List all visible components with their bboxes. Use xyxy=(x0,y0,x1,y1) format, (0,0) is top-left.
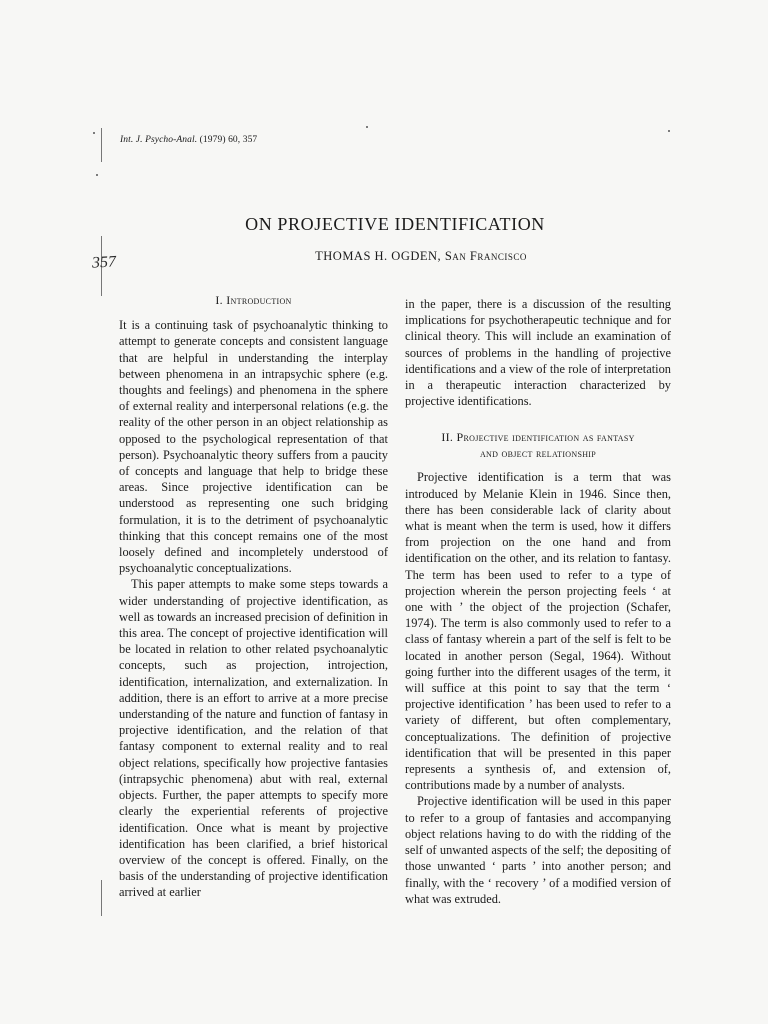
author-name: THOMAS H. OGDEN, xyxy=(315,249,442,263)
margin-mark xyxy=(101,128,102,162)
section2-paragraph-2: Projective identification will be used in this paper to refer to a group of fantasies and accompanying object relations having to do with the ridding of the self of unwanted aspects of the self; the depositing of those unwanted ‘ parts ’ into another person; and finally, with the ‘ recovery ’ of a modified version of what was extruded. xyxy=(405,794,671,906)
author-location: San Francisco xyxy=(444,249,527,263)
scan-speck xyxy=(93,132,95,134)
margin-mark xyxy=(101,880,102,916)
right-column xyxy=(405,296,671,907)
scan-speck xyxy=(96,174,98,176)
intro-paragraph-2: This paper attempts to make some steps towards a wider understanding of projective identification, as well as towards an increased precision of definition in this area. The concept of projective identification will be located in relation to other related psychoanalytic concepts, such as projection, introjection, identification, internalization, and externalization. In addition, there is an effort to arrive at a more precise understanding of the nature and function of fantasy in projective identification, and the relation of that fantasy component to external reality and to real object relations, specifically how projective fantasies (intrapsychic phenomena) abut with real, external objects. Further, the paper attempts to specify more clearly the experiential referents of projective identification. Once what is meant by projective identification has been clarified, a brief historical overview of the concept is offered. Finally, on the basis of the understanding of projective identification arrived at earlier xyxy=(119,577,388,900)
paper-title: ON PROJECTIVE IDENTIFICATION xyxy=(245,214,545,234)
section-heading-line-1: II. Projective identification as fantasy xyxy=(441,430,635,445)
scan-speck xyxy=(668,130,670,132)
intro-paragraph-1: It is a continuing task of psychoanalytic thinking to attempt to generate concepts and consistent language that are helpful in understanding the interplay between phenomena in an intrapsychic sphere (e.g. thoughts and feelings) and phenomena in the sphere of external reality and interpersonal relations (e.g. the reality of the other person in an object relationship as opposed to the psychological representation of that person). Psychoanalytic theory suffers from a paucity of concepts and language that help to bridge these areas. Since projective identification can be understood as representing one such bridging formulation, it is to the detriment of psychoanalytic thinking that this concept remains one of the most loosely defined and incompletely understood of psychoanalytic conceptualizations. xyxy=(119,318,388,576)
author-line xyxy=(0,249,768,264)
section2-paragraph-1: Projective identification is a term that was introduced by Melanie Klein in 1946. Since then, there has been considerable lack of clarity about what is meant when the term is used, how it differs from projection on the one hand and from identification on the other, and its relation to fantasy. The term has been used to refer to a type of projection wherein the person projecting feels ‘ at one with ’ the object of the projection (Schafer, 1974). The term is also commonly used to refer to a class of fantasy wherein a part of the self is felt to be located in another person (Segal, 1964). Without going further into the different usages of the term, it will suffice at this point to say that the term ‘ projective identification ’ has been used to refer to a variety of different, but often complementary, conceptualizations. The definition of projective identification that will be presented in this paper represents a synthesis of, and extension of, contributions made by a number of analysts. xyxy=(405,470,671,793)
journal-citation xyxy=(120,135,257,145)
section-heading-line-2: and object relationship xyxy=(479,446,596,461)
section-heading-introduction: I. Introduction xyxy=(215,293,292,307)
scan-speck xyxy=(366,126,368,128)
journal-volume: (1979) 60, 357 xyxy=(199,135,258,145)
handwritten-page-number: 357 xyxy=(91,253,117,272)
section-heading-projective-identification xyxy=(405,429,671,461)
journal-name: Int. J. Psycho-Anal. xyxy=(120,135,198,145)
left-column xyxy=(119,292,388,901)
intro-continuation: in the paper, there is a discussion of the resulting implications for psychotherapeutic technique and for clinical theory. This will include an examination of sources of problems in the handling of projective identifications and a view of the role of interpretation in a therapeutic interaction characterized by projective identifications. xyxy=(405,297,671,409)
